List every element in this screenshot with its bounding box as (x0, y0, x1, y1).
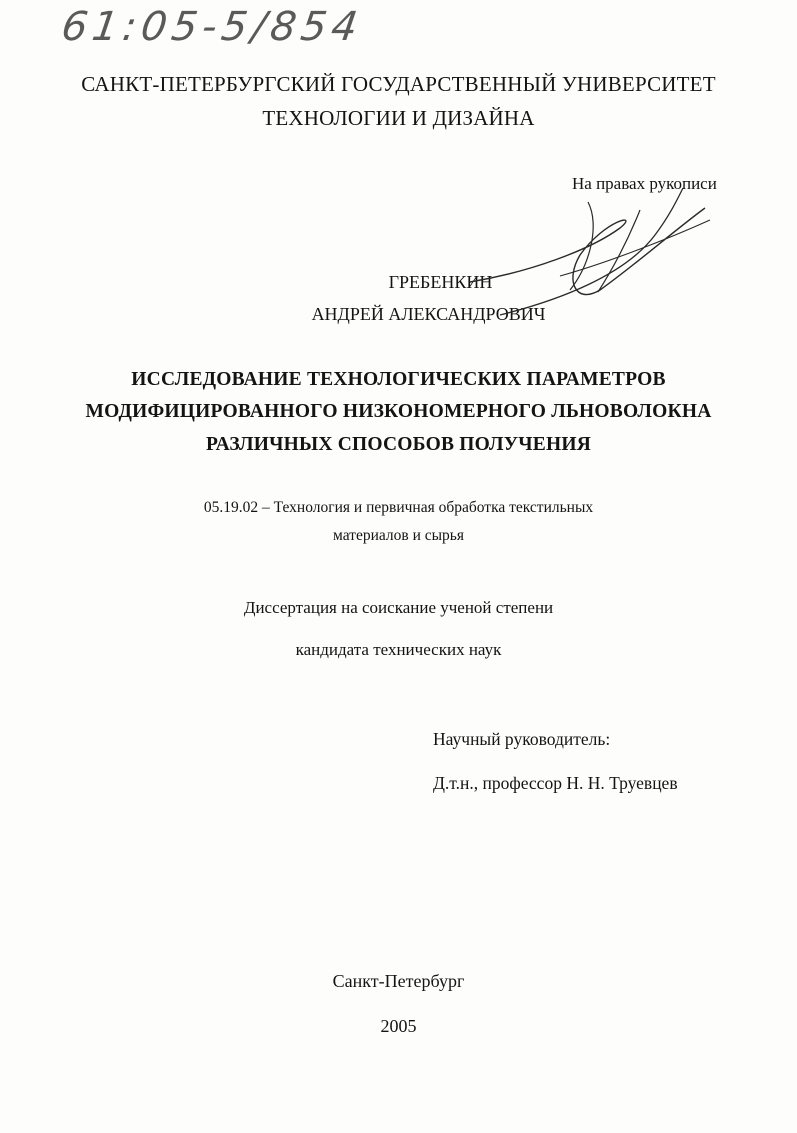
author-surname: ГРЕБЕНКИН (388, 272, 493, 292)
university-line-2: ТЕХНОЛОГИИ И ДИЗАЙНА (262, 106, 535, 130)
supervisor-name: Д.т.н., профессор Н. Н. Труевцев (433, 773, 678, 793)
archive-mark: 61:05-5/854 (58, 4, 366, 50)
title-line-1: ИССЛЕДОВАНИЕ ТЕХНОЛОГИЧЕСКИХ ПАРАМЕТРОВ (131, 369, 666, 390)
specialty-line-2: материалов и сырья (333, 527, 464, 544)
city: Санкт-Петербург (332, 971, 465, 991)
university-line-1: САНКТ-ПЕТЕРБУРГСКИЙ ГОСУДАРСТВЕННЫЙ УНИВЕРСИТЕТ (81, 72, 716, 96)
supervisor-label: Научный руководитель: (433, 729, 611, 749)
degree-line-1: Диссертация на соискание ученой степени (243, 598, 554, 617)
rights-note: На правах рукописи (572, 174, 717, 193)
signature (440, 180, 740, 330)
title-line-2: МОДИФИЦИРОВАННОГО НИЗКОНОМЕРНОГО ЛЬНОВОЛОКНА (85, 401, 712, 422)
year: 2005 (380, 1016, 417, 1036)
title-line-3: РАЗЛИЧНЫХ СПОСОБОВ ПОЛУЧЕНИЯ (206, 434, 591, 455)
specialty-line-1: 05.19.02 – Технология и первичная обработка текстильных (203, 499, 594, 516)
author-name: АНДРЕЙ АЛЕКСАНДРОВИЧ (311, 304, 546, 324)
degree-line-2: кандидата технических наук (295, 640, 502, 659)
